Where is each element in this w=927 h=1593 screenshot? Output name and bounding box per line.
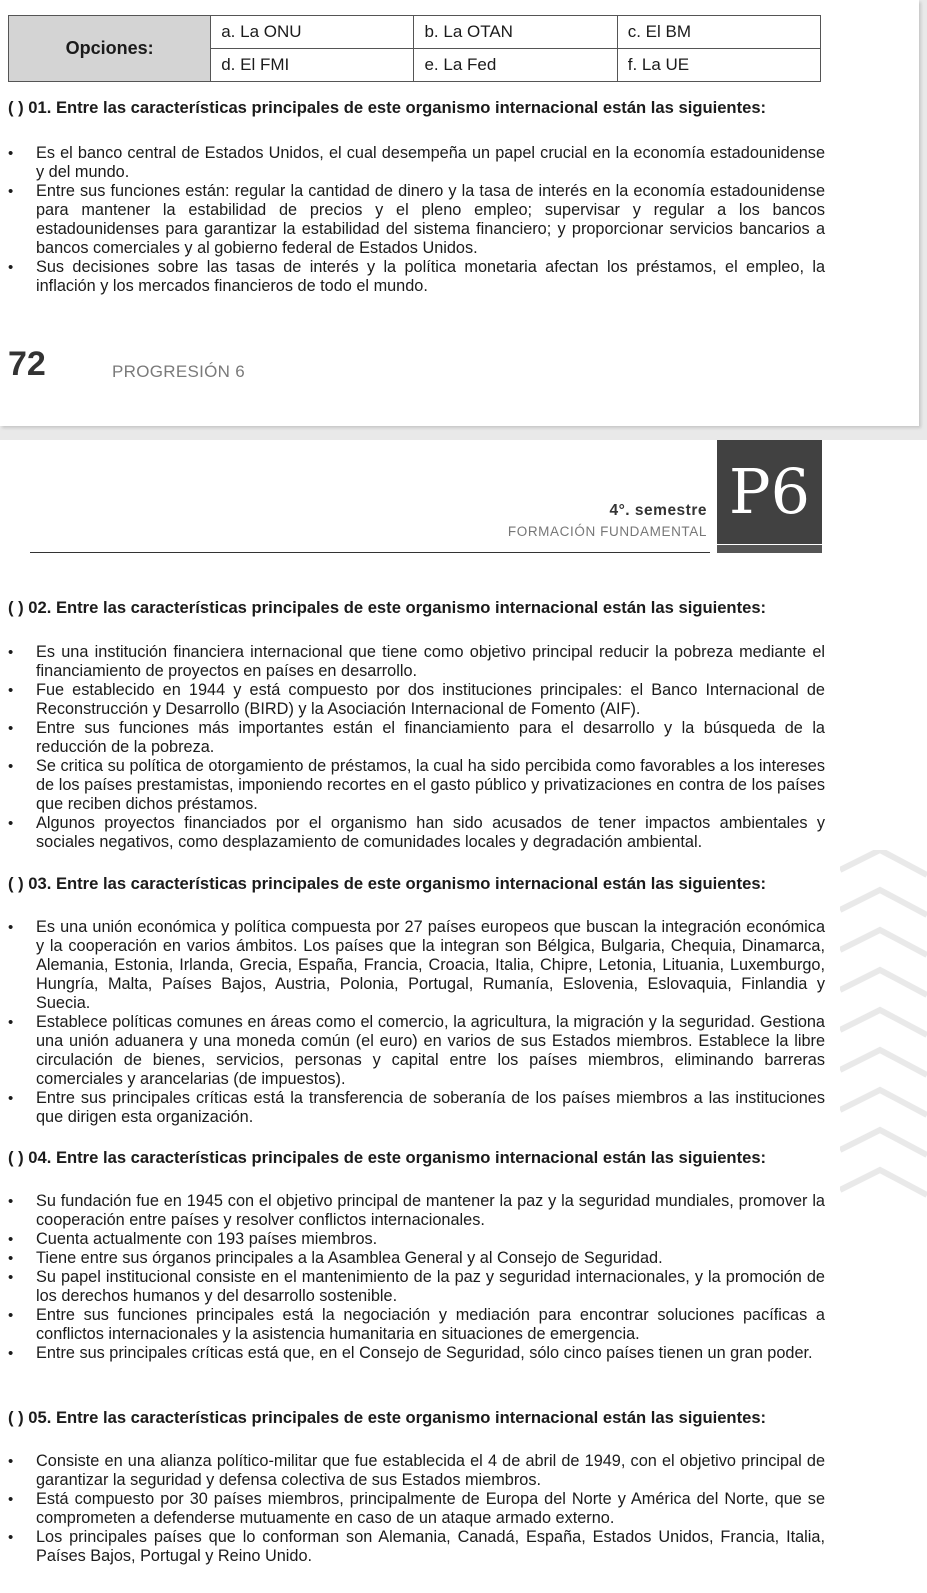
bullet-item: • Su fundación fue en 1945 con el objetivo principal de mantener la paz y la seguridad mundiales, promover la cooperación entre países y resolver conflictos internacionales.	[0, 1192, 825, 1230]
bullet-item: • Se critica su política de otorgamiento de préstamos, la cual ha sido percibida como favorables a los intereses de los países prestamistas, imponiendo recortes en el gasto público y privatizaciones en contra de los países que reciben dichos préstamos.	[0, 757, 825, 814]
header-bar	[717, 545, 822, 553]
chevron-pattern-icon	[840, 850, 927, 1230]
bullet-item: • Entre sus funciones están: regular la cantidad de dinero y la tasa de interés en la economía estadounidense para mantener la estabilidad de precios y el pleno empleo; supervisar y regular a los bancos estadounidenses para garantizar la estabilidad del sistema financiero; y proporcionar servicios bancarios a bancos comerciales y al gobierno federal de Estados Unidos.	[0, 182, 825, 258]
bullet-item: • Es una institución financiera internacional que tiene como objetivo principal reducir la pobreza mediante el financiamiento de proyectos en países en desarrollo.	[0, 643, 825, 681]
bullet-item: • Establece políticas comunes en áreas como el comercio, la agricultura, la migración y la seguridad. Gestiona una unión aduanera y una moneda común (el euro) en varios de sus Estados miembros. Establece la libre circulación de bienes, servicios, personas y capital entre los países miembros, eliminando barreras comerciales y arancelarias (de impuestos).	[0, 1013, 825, 1089]
progression-label: PROGRESIÓN 6	[112, 362, 246, 381]
page-number: 72	[8, 345, 46, 383]
bullet-item: • Fue establecido en 1944 y está compuesto por dos instituciones principales: el Banco Internacional de Reconstrucción y Desarrollo (BIRD) y la Asociación Internacional de Fomento (AIF).	[0, 681, 825, 719]
bullet-item: • Es una unión económica y política compuesta por 27 países europeos que buscan la integración económica y la cooperación en varios ámbitos. Los países que la integran son Bélgica, Bulgaria, Chequia, Dinamarca, Alemania, Estonia, Irlanda, Grecia, España, Francia, Croacia, Italia, Chipre, Letonia, Lituania, Luxemburgo, Hungría, Malta, Países Bajos, Austria, Polonia, Portugal, Rumanía, Eslovenia, Eslovaquia, Finlandia y Suecia.	[0, 918, 825, 1013]
option-e: e. La Fed	[414, 49, 617, 82]
question-04-header: ( ) 04. Entre las características principales de este organismo internacional están las siguientes:	[8, 1148, 767, 1167]
options-label: Opciones:	[9, 16, 211, 82]
question-03-header: ( ) 03. Entre las características principales de este organismo internacional están las siguientes:	[8, 874, 767, 893]
bullet-item: • Entre sus principales críticas está la transferencia de soberanía de los países miembros a las instituciones que dirigen esta organización.	[0, 1089, 825, 1127]
option-b: b. La OTAN	[414, 16, 617, 49]
page-72	[0, 0, 919, 426]
bullet-item: • Entre sus funciones principales está la negociación y mediación para encontrar soluciones pacíficas a conflictos internacionales y la asistencia humanitaria en situaciones de emergencia.	[0, 1306, 825, 1344]
bullet-item: • Entre sus principales críticas está que, en el Consejo de Seguridad, sólo cinco países tienen un gran poder.	[0, 1344, 825, 1363]
question-01-header: ( ) 01. Entre las características principales de este organismo internacional están las siguientes:	[8, 98, 767, 117]
formation-label: FORMACIÓN FUNDAMENTAL	[507, 524, 707, 539]
header-rule	[30, 552, 710, 553]
bullet-item: • Es el banco central de Estados Unidos, el cual desempeña un papel crucial en la economía estadounidense y del mundo.	[0, 144, 825, 182]
question-01-bullets	[0, 144, 825, 296]
bullet-item: • Consiste en una alianza político-militar que fue establecida el 4 de abril de 1949, con el objetivo principal de garantizar la seguridad y defensa colectiva de sus Estados miembros.	[0, 1452, 825, 1490]
question-04-bullets	[0, 1192, 825, 1363]
option-f: f. La UE	[617, 49, 820, 82]
question-05-bullets	[0, 1452, 825, 1566]
question-05-header: ( ) 05. Entre las características principales de este organismo internacional están las siguientes:	[8, 1408, 767, 1427]
question-02-header: ( ) 02. Entre las características principales de este organismo internacional están las siguientes:	[8, 598, 767, 617]
bullet-item: • Su papel institucional consiste en el mantenimiento de la paz y seguridad internacionales, y la promoción de los derechos humanos y del desarrollo sostenible.	[0, 1268, 825, 1306]
bullet-item: • Algunos proyectos financiados por el organismo han sido acusados de tener impactos ambientales y sociales negativos, como desplazamiento de comunidades locales y degradación ambiental.	[0, 814, 825, 852]
progression-badge: P6	[717, 440, 822, 544]
option-c: c. El BM	[617, 16, 820, 49]
bullet-item: • Tiene entre sus órganos principales a la Asamblea General y al Consejo de Seguridad.	[0, 1249, 825, 1268]
page-73	[0, 440, 927, 1593]
semester-label: 4°. semestre	[609, 502, 707, 519]
bullet-item: • Sus decisiones sobre las tasas de interés y la política monetaria afectan los préstamos, el empleo, la inflación y los mercados financieros de todo el mundo.	[0, 258, 825, 296]
question-02-bullets	[0, 643, 825, 852]
options-table	[8, 15, 821, 82]
bullet-item: • Los principales países que lo conforman son Alemania, Canadá, España, Estados Unidos, Francia, Italia, Países Bajos, Portugal y Reino Unido.	[0, 1528, 825, 1566]
option-d: d. El FMI	[211, 49, 414, 82]
bullet-item: • Está compuesto por 30 países miembros, principalmente de Europa del Norte y América del Norte, que se comprometen a defenderse mutuamente en caso de un ataque armado externo.	[0, 1490, 825, 1528]
option-a: a. La ONU	[211, 16, 414, 49]
question-03-bullets	[0, 918, 825, 1127]
bullet-item: • Cuenta actualmente con 193 países miembros.	[0, 1230, 825, 1249]
bullet-item: • Entre sus funciones más importantes están el financiamiento para el desarrollo y la búsqueda de la reducción de la pobreza.	[0, 719, 825, 757]
